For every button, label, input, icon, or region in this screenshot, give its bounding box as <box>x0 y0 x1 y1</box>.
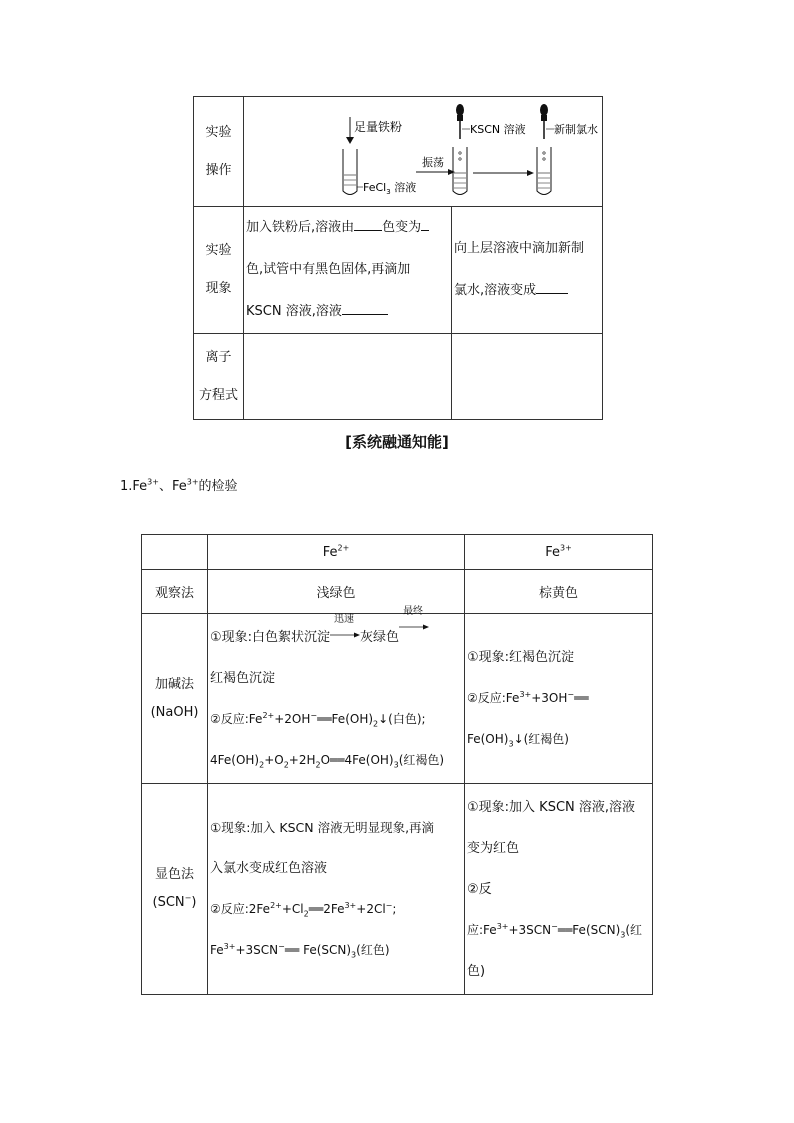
base-method-label: 加碱法 (NaOH) <box>142 614 208 784</box>
header-fe2: $Fe^{2+}$ <box>208 535 465 570</box>
item-heading: $1.Fe^{3+}$、$Fe^{3+}$的检验 <box>120 477 238 494</box>
color-fe3: ①现象:加入 KSCN 溶液,溶液 变为红色 ②反 应$:Fe^{3+}+3SCN^-══Fe(SCN)_3$(红 色) <box>465 784 653 995</box>
ion-detection-table <box>141 534 653 995</box>
color-method-label: 显色法 (SCN−) <box>142 784 208 995</box>
color-fe2: ①现象:加入 KSCN 溶液无明显现象,再滴 入氯水变成红色溶液 ②反应$:2Fe^{2+}+Cl_2══2Fe^{3+}+2Cl^-$; $Fe^{3+}+3SCN^-══$ $Fe(SCN)_3$(红色) <box>208 784 465 995</box>
fecl3-label: FeCl$_3$ 溶液 <box>363 181 417 196</box>
apparatus-diagram <box>244 97 602 205</box>
ionic-equation-left[interactable] <box>244 334 452 420</box>
iron-arrowhead <box>346 137 354 144</box>
row-label-ionic-equation: 离子 方程式 <box>194 334 244 420</box>
dropper-2-bulb <box>540 104 548 116</box>
kscn-label: KSCN 溶液 <box>470 123 526 136</box>
iron-powder-label: 足量铁粉 <box>354 120 403 134</box>
shake-label: 振荡 <box>422 156 444 169</box>
answer-blank[interactable] <box>421 216 429 231</box>
phenomenon-left: 加入铁粉后,溶液由 色变为 色,试管中有黑色固体,再滴加 KSCN 溶液,溶液 <box>244 207 452 334</box>
header-fe3: $Fe^{3+}$ <box>465 535 653 570</box>
apparatus-diagram-cell <box>244 97 603 207</box>
section-title: [系统融通知能] <box>345 433 449 451</box>
answer-blank[interactable] <box>354 216 382 231</box>
row-label-operation: 实验 操作 <box>194 97 244 207</box>
observe-method-label: 观察法 <box>142 570 208 614</box>
observe-fe3: 棕黄色 <box>465 570 653 614</box>
observe-fe2: 浅绿色 <box>208 570 465 614</box>
base-fe2: ①现象:白色絮状沉淀 迅速 灰绿色 最终 红褐色沉淀 ②反应$:Fe^{2+}+2OH^-══Fe(OH)_2↓$(白色); $4Fe(OH)_2+O_2+2H_2O══4Fe(OH)_3$(红褐色) <box>208 614 465 784</box>
chlorine-water-label: 新制氯水 <box>554 123 598 136</box>
base-fe3: ①现象:红褐色沉淀 ②反应$:Fe^{3+}+3OH^-══$ $Fe(OH)_3↓$(红褐色) <box>465 614 653 784</box>
test-tube-1 <box>343 149 357 195</box>
phenomenon-right: 向上层溶液中滴加新制 氯水,溶液变成 <box>452 207 603 334</box>
dropper-1-bulb <box>456 104 464 116</box>
row-label-phenomenon: 实验 现象 <box>194 207 244 334</box>
ionic-equation-right[interactable] <box>452 334 603 420</box>
experiment-table <box>193 96 603 420</box>
answer-blank[interactable] <box>342 300 388 315</box>
header-blank <box>142 535 208 570</box>
answer-blank[interactable] <box>536 279 568 294</box>
